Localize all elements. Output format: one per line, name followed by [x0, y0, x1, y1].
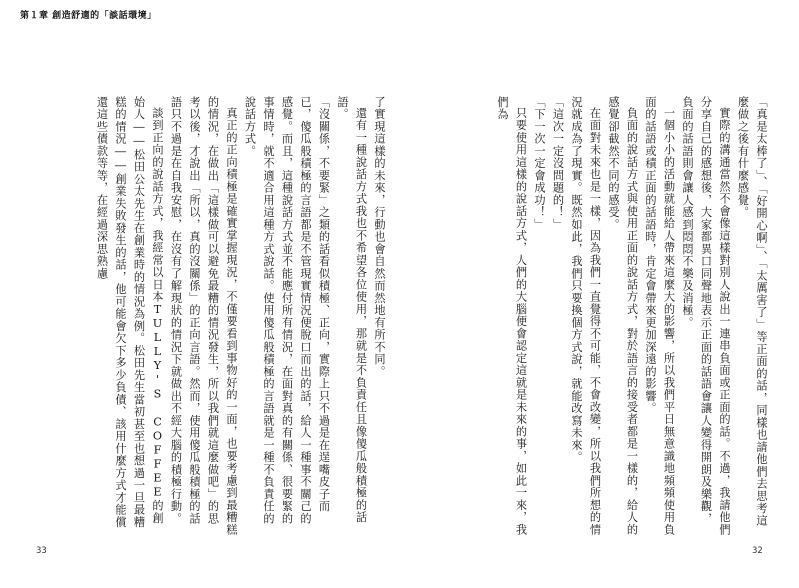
paragraph: 還有一種說話方式我也不希望各位使用，那就是不負責任且像傻瓜般積極的話語。: [336, 96, 368, 524]
chapter-header: 第１章 創造舒適的「談話環境」: [20, 11, 157, 21]
left-page-text: [34, 96, 388, 536]
right-page-text: [404, 96, 770, 536]
paragraph: 負面的說話方式與使用正面的說話方式，對於語言的接受者都是一樣的，給人的感覺卻截然不同的感受。: [607, 96, 639, 536]
paragraph: 「下一次一定會成功！」: [533, 96, 546, 231]
paragraph: 在面對未來也是一樣，因為我們一直覺得不可能，不會改變，所以我們所想的情況就成為了現實。既然如此，我們只要換個方式說，就能改寫未來。: [570, 96, 602, 536]
paragraph: 「這次一定沒問題的！」: [551, 96, 565, 231]
paragraph: 真正的正向積極是確實掌握現況，不僅要看到事物好的一面，也要考慮到最糟糕的情況，在做出「這樣做可以避免最糟的情況發生，所以我們就這麼做吧」的思考以後，才說出「所以，真的沒關係」的正向言語。然而，使用傻瓜般積極的話語只不過是在自我安慰，在沒有了解現狀的情況下就做出不經大腦的積極行動。: [169, 96, 238, 536]
paragraph: 談到正向的說話方式，我經常以日本TULLY'S COFFEE的創始人――松田公太先生在創業時的情況為例。松田先生當初甚至也想過一旦最糟糕的情況――創業失敗發生的話，他可能會欠下多少負債、該用什麼方式才能償還這些債款等等，在經過深思熟慮: [95, 96, 164, 529]
paragraph: 了實現這樣的未來，行動也會自然而然地有所不同。: [373, 96, 386, 378]
paragraph: 一個小小的活動就能給人帶來這麼大的影響，所以我們平日無意識地頻頻使用負面的話語或積正面的話語時，肯定會帶來更加深遠的影響。: [644, 96, 676, 536]
paragraph: 「沒關係，不要緊」之類的話看似積極、正向，實際上只不過是在逞嘴皮子而已，傻瓜般積極的言語都是不管現實情況便脫口而出的話，給人一種事不關己的感覺。而且，這種說話方式並不能應付所有情況，在面對真的有關係、很要緊的事情時，就不適合用這種方式說話。使用傻瓜般積極的言語就是一種不負責任的說話方式。: [243, 96, 331, 525]
paragraph: 只要使用這樣的說話方式，人們的大腦便會認定這就是未來的事，如此一來，我們為: [496, 96, 528, 536]
page-number-left: 33: [36, 546, 47, 556]
page-number-right: 32: [752, 546, 763, 556]
paragraph: 「真是太棒了」、「好開心啊」、「太厲害了」等正面的話，同樣也請他們去思考這麼做之後有什麼感覺。: [736, 96, 768, 527]
paragraph: 實際的溝通當然不會像這樣對別人說出一連串負面或正面的話。不過，我請他們分享自己的感想後，大家都異口同聲地表示正面的話語會讓人變得開朗及樂觀，負面的話語則會讓人感到悶悶不樂及消極。: [681, 96, 731, 536]
